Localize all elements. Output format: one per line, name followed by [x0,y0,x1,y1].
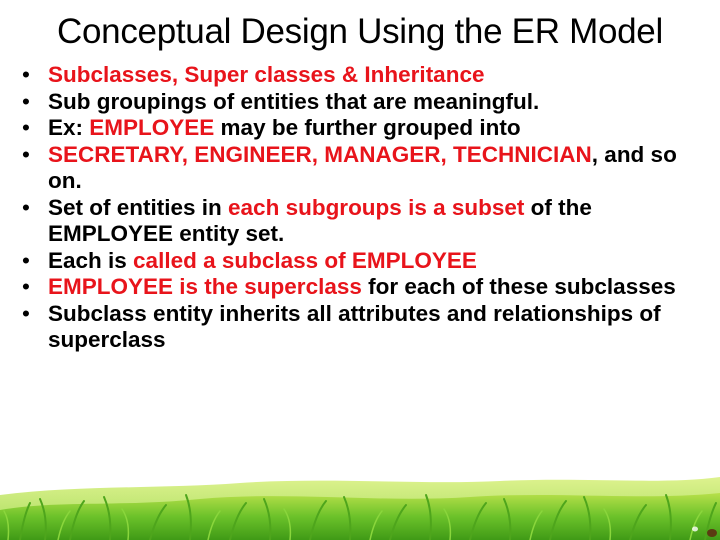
bullet-marker: • [22,62,30,87]
bullet-text: Set of entities in [48,194,229,220]
bullet-text: Sub groupings of entities that are meaningful. [48,88,540,114]
bullet-text-highlight: SECRETARY, ENGINEER, MANAGER, TECHNICIAN [48,141,592,167]
bullet-text: may be further grouped into [214,115,521,140]
bullet-text-highlight: each subgroups is a subset [228,194,525,220]
bullet-item [22,195,702,248]
bullet-marker: • [22,194,30,220]
bullet-item [22,62,702,89]
slide-title: Conceptual Design Using the ER Model [57,12,663,51]
bullet-item [22,89,702,116]
bullet-text: Ex: [48,115,90,140]
bullet-text: , and so on. [48,141,677,193]
bullet-marker: • [22,247,30,273]
bullet-text: Each is [48,247,134,273]
bullet-text-highlight: called a subclass of EMPLOYEE [133,247,477,273]
bullet-marker: • [22,88,30,114]
bullet-text-highlight: EMPLOYEE [89,115,215,140]
bullet-item [22,274,702,301]
bullet-marker: • [22,141,30,167]
bullet-item [22,142,702,195]
bullet-marker: • [22,115,30,140]
bullet-text: Subclasses, Super classes & Inheritance [48,62,485,87]
grass-field-illustration [0,455,720,540]
bullet-text: for each of these subclasses [361,274,676,299]
bullet-text-highlight: EMPLOYEE is the superclass [48,274,362,299]
bullet-list [22,62,702,354]
bullet-text: Subclass entity inherits all attributes and relationships of superclass [48,300,661,352]
bullet-item [22,248,702,275]
bullet-item [22,115,702,142]
bullet-text: of the EMPLOYEE entity set. [48,194,592,246]
bullet-marker: • [22,300,30,326]
bullet-item [22,301,702,354]
bullet-marker: • [22,274,30,299]
